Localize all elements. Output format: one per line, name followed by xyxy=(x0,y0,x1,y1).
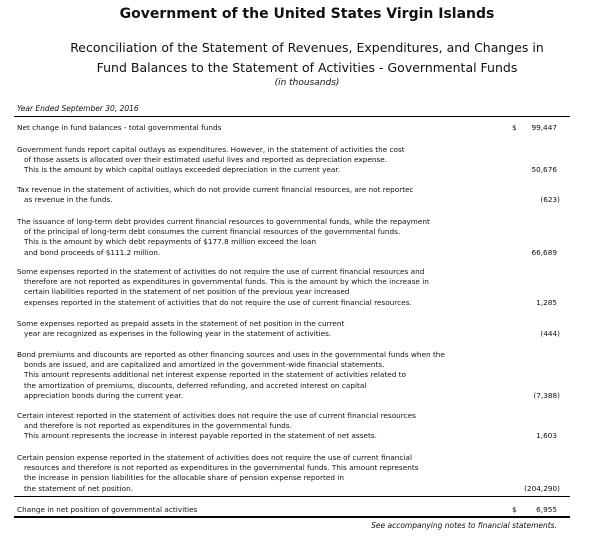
row-description-line: This is the amount by which debt repayments of $177.8 million exceed the loan xyxy=(24,237,317,247)
row-description-line: appreciation bonds during the current year. xyxy=(24,390,184,400)
row-amount: 1,603 xyxy=(536,431,557,441)
row-description-line: the amortization of premiums, discounts, deferred refunding, and accreted interest on capital xyxy=(24,380,367,390)
row-description-line: year are recognized as expenses in the following year in the statement of activities. xyxy=(24,329,332,339)
currency-symbol: $ xyxy=(512,505,517,514)
row-description-line: certain liabilities reported in the statement of net position of the previous year increased xyxy=(24,287,350,297)
row-description-line: therefore are not reported as expenditures in governmental funds. This is the amount by which the increase in xyxy=(24,277,429,287)
total-double-rule xyxy=(14,516,570,518)
period-label: Year Ended September 30, 2016 xyxy=(17,104,139,113)
reconciliation-row xyxy=(17,217,557,258)
row-amount: 1,285 xyxy=(536,297,557,307)
row-amount: 99,447 xyxy=(531,123,557,132)
row-description-line: Some expenses reported in the statement of activities do not require the use of current financial resources and xyxy=(17,267,425,276)
row-description-line: Bond premiums and discounts are reported as other financing sources and uses in the governmental funds when the xyxy=(17,350,445,359)
row-amount: (7,388) xyxy=(533,390,560,400)
reconciliation-row xyxy=(17,505,557,515)
row-description-line: the statement of net position. xyxy=(24,483,134,493)
row-description-line: The issuance of long-term debt provides current financial resources to governmental funds, while the repayment xyxy=(17,217,430,226)
row-description-line: as revenue in the funds. xyxy=(24,195,113,205)
row-amount: 50,676 xyxy=(531,165,557,175)
row-description-line: This is the amount by which capital outlays exceeded depreciation in the current year. xyxy=(24,165,341,175)
reconciliation-row xyxy=(17,350,560,401)
document-title: Government of the United States Virgin Islands xyxy=(119,6,495,22)
row-amount: (444) xyxy=(540,329,560,339)
reconciliation-row xyxy=(17,185,560,205)
reconciliation-row xyxy=(17,267,557,308)
row-description-line: resources and therefore is not reported as expenditures in the governmental funds. This amount represents xyxy=(24,463,419,473)
row-description-line: Change in net position of governmental activities xyxy=(17,505,198,514)
row-description-line: and therefore is not reported as expenditures in the governmental funds. xyxy=(24,421,292,431)
row-amount: (204,290) xyxy=(524,483,560,493)
row-description-line: Certain interest reported in the statement of activities does not require the use of current financial resources xyxy=(17,411,416,420)
row-description-line: expenses reported in the statement of activities that do not require the use of current financial resources. xyxy=(24,297,412,307)
subtotal-rule xyxy=(14,496,570,497)
row-description-line: Government funds report capital outlays as expenditures. However, in the statement of activities the cost xyxy=(17,145,405,154)
footnote: See accompanying notes to financial statements. xyxy=(371,521,557,530)
row-description-line: and bond proceeds of $111.2 million. xyxy=(24,247,161,257)
row-description-line: Tax revenue in the statement of activities, which do not provide current financial resources, are not reportec xyxy=(17,185,414,194)
row-description-line: Some expenses reported as prepaid assets in the statement of net position in the current xyxy=(17,319,345,328)
row-amount: 6,955 xyxy=(536,505,557,514)
row-description-line: the increase in pension liabilities for the allocable share of pension expense reported in xyxy=(24,473,344,483)
row-amount: 66,689 xyxy=(531,247,557,257)
row-description-line: Certain pension expense reported in the statement of activities does not require the use of current financial xyxy=(17,453,412,462)
row-amount: (623) xyxy=(540,195,560,205)
row-description-line: This amount represents the increase in interest payable reported in the statement of net assets. xyxy=(24,431,377,441)
reconciliation-row xyxy=(17,145,557,176)
reconciliation-row xyxy=(17,123,557,133)
row-description-line: bonds are issued, and are capitalized and amortized in the government-wide financial statements. xyxy=(24,360,385,370)
reconciliation-row xyxy=(17,453,560,494)
row-description-line: Net change in fund balances - total governmental funds xyxy=(17,123,222,132)
currency-symbol: $ xyxy=(512,123,517,132)
header-rule xyxy=(14,116,570,117)
reconciliation-row xyxy=(17,411,557,442)
reconciliation-row xyxy=(17,319,560,339)
units-label: (in thousands) xyxy=(274,78,340,88)
statement-title-line1: Reconciliation of the Statement of Revenues, Expenditures, and Changes in xyxy=(70,40,544,55)
row-description-line: of those assets is allocated over their estimated useful lives and reported as depreciation expense. xyxy=(24,155,388,165)
statement-title-line2: Fund Balances to the Statement of Activities - Governmental Funds xyxy=(96,60,518,75)
row-description-line: of the principal of long-term debt consumes the current financial resources of the governmental funds. xyxy=(24,227,401,237)
row-description-line: This amount represents additional net interest expense reported in the statement of activities related to xyxy=(24,370,406,380)
